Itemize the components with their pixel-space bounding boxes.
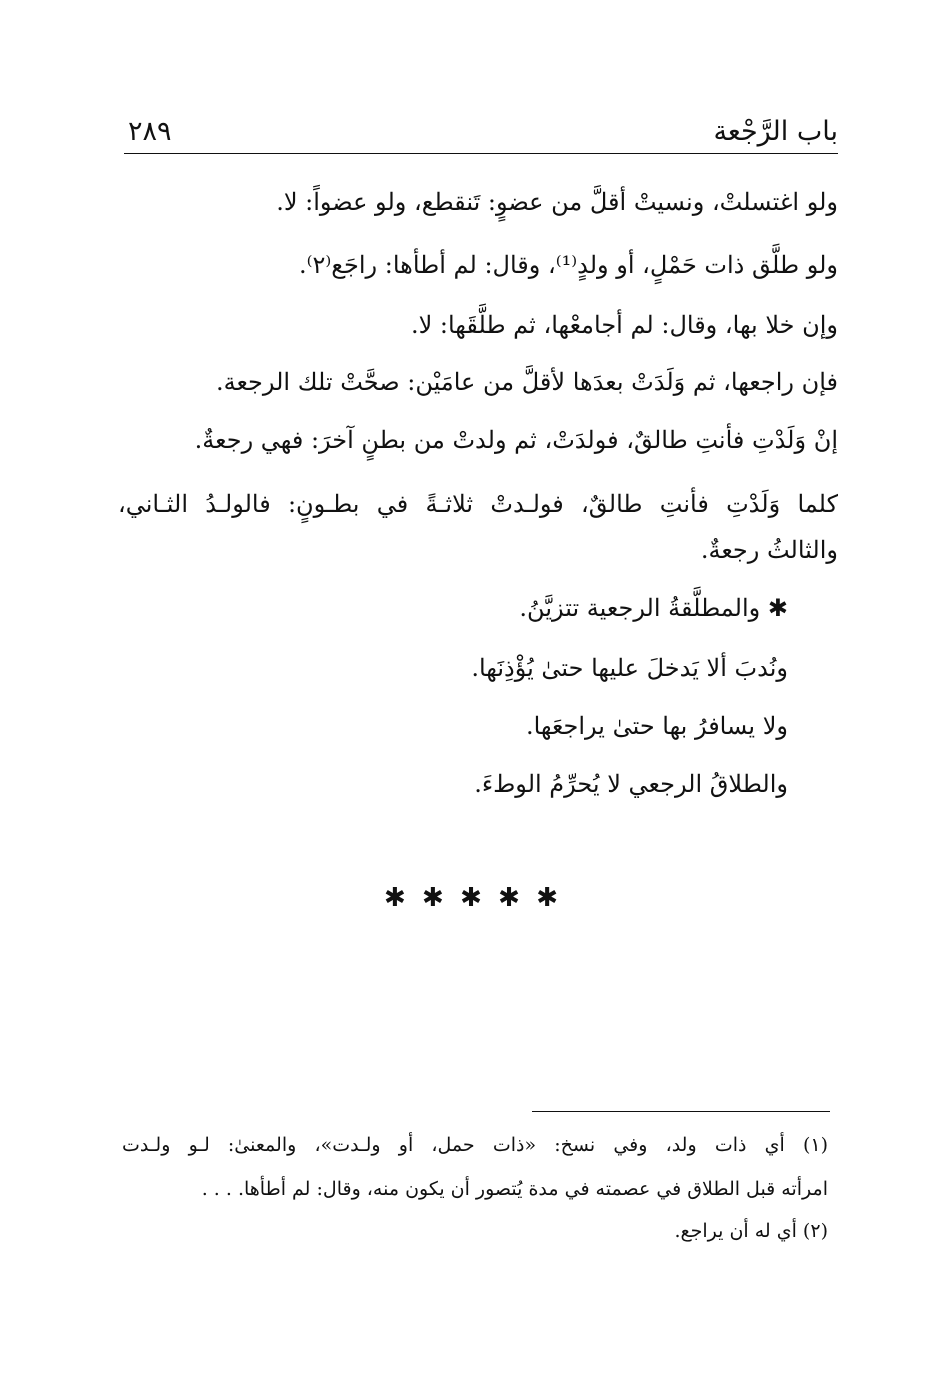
section-separator: ✱ ✱ ✱ ✱ ✱: [384, 883, 562, 913]
body-line-5: إنْ وَلَدْتِ فأنتِ طالقٌ، فولدَتْ، ثم ولدتْ من بطنٍ آخرَ: فهي رجعةٌ.: [194, 426, 838, 454]
body-line-3: وإن خلا بها، وقال: لم أجامعْها، ثم طلَّقَها: لا.: [410, 311, 838, 339]
page-header: [124, 112, 838, 152]
footnote-divider: [532, 1111, 830, 1112]
body-line-4: فإن راجعها، ثم وَلَدَتْ بعدَها لأقلَّ من عامَيْن: صحَّتْ تلك الرجعة.: [215, 368, 838, 396]
header-divider: [124, 153, 838, 154]
body-line-6: كلما وَلَدْتِ فأنتِ طالقٌ، فولـدتْ ثلاثـةً في بطـونٍ: فالولـدُ الثـاني،: [118, 490, 838, 518]
verse-line-1: ✱ والمطلَّقةُ الرجعية تتزيَّنُ.: [519, 594, 788, 622]
footnote-line-3: (٢) أي له أن يراجع.: [674, 1220, 828, 1242]
footnote-line-1: (١) أي ذات ولد، وفي نسخ: «ذات حمل، أو ولـدت»، والمعنىٰ: لـو ولـدت: [122, 1134, 828, 1156]
page-number: ٢٨٩: [128, 116, 172, 147]
body-line-2: ولو طلَّق ذات حَمْلٍ، أو ولدٍ⁽¹⁾، وقال: لم أطأها: راجَع⁽٢⁾.: [298, 251, 838, 279]
verse-line-4: والطلاقُ الرجعي لا يُحرِّمُ الوطءَ.: [474, 770, 788, 798]
body-line-1: ولو اغتسلتْ، ونسيتْ أقلَّ من عضوٍ: تَنقطع، ولو عضواً: لا.: [276, 188, 838, 216]
body-line-7: والثالثُ رجعةٌ.: [700, 536, 838, 564]
verse-line-2: ونُدبَ ألا يَدخلَ عليها حتىٰ يُؤْذِنَها.: [471, 654, 788, 682]
verse-line-3: ولا يسافرُ بها حتىٰ يراجعَها.: [525, 712, 788, 740]
chapter-title: باب الرَّجْعة: [713, 116, 838, 147]
footnote-line-2: امرأته قبل الطلاق في عصمته في مدة يُتصور أن يكون منه، وقال: لم أطأها. . . .: [201, 1178, 828, 1200]
